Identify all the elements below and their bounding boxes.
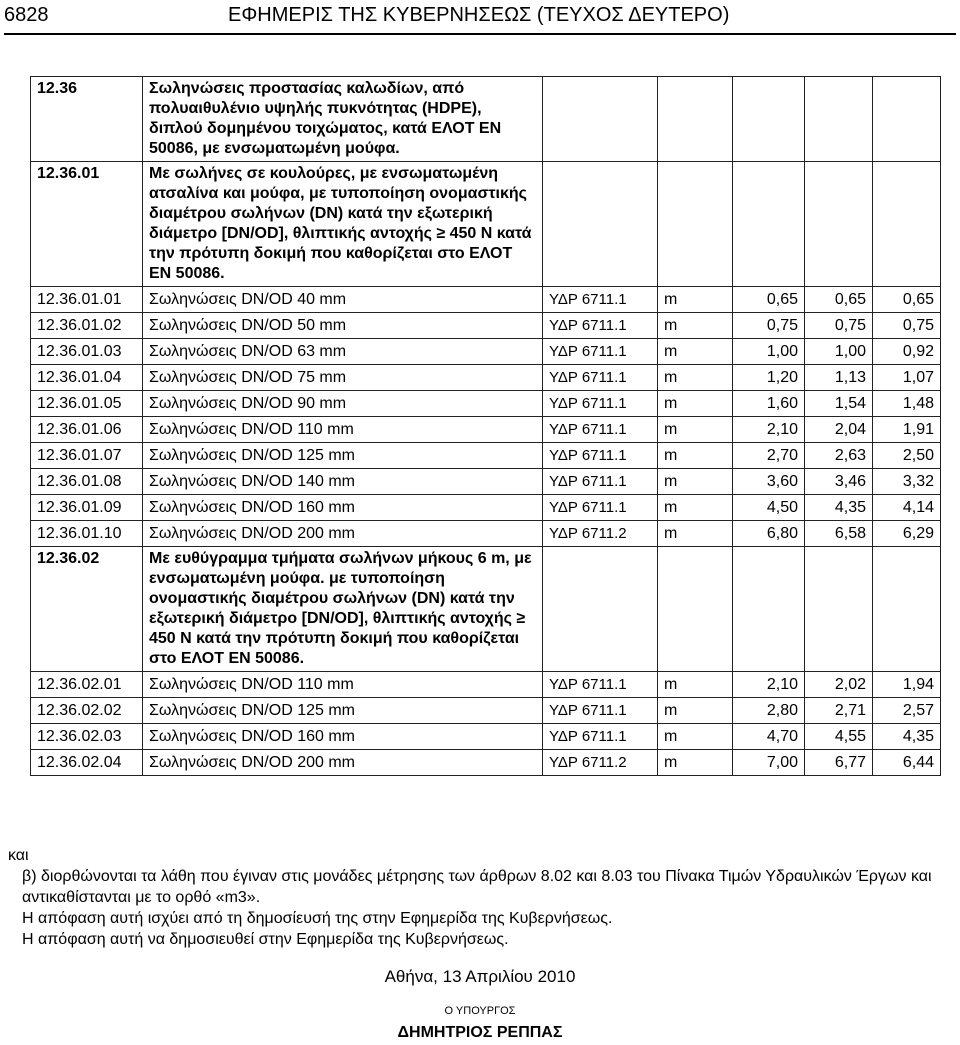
- item-price-2: 0,75: [805, 313, 873, 339]
- table-row: [31, 417, 941, 443]
- item-price-3: 6,29: [873, 521, 941, 547]
- table-row: [31, 313, 941, 339]
- item-unit: m: [658, 417, 733, 443]
- item-description: Σωληνώσεις DN/OD 110 mm: [143, 672, 543, 698]
- item-unit: m: [658, 365, 733, 391]
- minister-name: ΔΗΜΗΤΡΙΟΣ ΡΕΠΠΑΣ: [397, 1024, 563, 1041]
- item-unit: m: [658, 443, 733, 469]
- item-unit: m: [658, 339, 733, 365]
- table-row: [31, 339, 941, 365]
- item-price-1: 1,00: [733, 339, 805, 365]
- group-code: 12.36.02: [31, 547, 143, 672]
- item-price-1: 0,75: [733, 313, 805, 339]
- header-rule: [4, 33, 956, 35]
- item-price-3: 3,32: [873, 469, 941, 495]
- item-code: 12.36.02.02: [31, 698, 143, 724]
- empty-cell: [805, 162, 873, 287]
- item-price-2: 4,35: [805, 495, 873, 521]
- item-description: Σωληνώσεις DN/OD 40 mm: [143, 287, 543, 313]
- page-number: 6828: [4, 4, 49, 26]
- item-reference: ΥΔΡ 6711.2: [543, 750, 658, 776]
- empty-cell: [873, 547, 941, 672]
- item-price-1: 4,70: [733, 724, 805, 750]
- empty-cell: [543, 162, 658, 287]
- item-price-3: 0,65: [873, 287, 941, 313]
- empty-cell: [658, 547, 733, 672]
- group-row: [31, 547, 941, 672]
- item-reference: ΥΔΡ 6711.2: [543, 521, 658, 547]
- item-price-1: 6,80: [733, 521, 805, 547]
- item-price-3: 2,50: [873, 443, 941, 469]
- conjunction-line: και: [8, 847, 29, 864]
- table-row: [31, 287, 941, 313]
- item-reference: ΥΔΡ 6711.1: [543, 313, 658, 339]
- empty-cell: [543, 77, 658, 162]
- item-code: 12.36.01.06: [31, 417, 143, 443]
- table-row: [31, 672, 941, 698]
- item-price-3: 6,44: [873, 750, 941, 776]
- empty-cell: [805, 547, 873, 672]
- group-row: [31, 162, 941, 287]
- item-unit: m: [658, 672, 733, 698]
- empty-cell: [543, 547, 658, 672]
- table-row: [31, 724, 941, 750]
- item-code: 12.36.01.10: [31, 521, 143, 547]
- item-price-2: 0,65: [805, 287, 873, 313]
- item-code: 12.36.01.07: [31, 443, 143, 469]
- item-description: Σωληνώσεις DN/OD 125 mm: [143, 698, 543, 724]
- item-reference: ΥΔΡ 6711.1: [543, 672, 658, 698]
- item-unit: m: [658, 313, 733, 339]
- correction-paragraph: β) διορθώνονται τα λάθη που έγιναν στις μονάδες μέτρησης των άρθρων 8.02 και 8.03 του Πίνακα Τιμών Υδραυλικών Έργων και αντικαθίστανται με το ορθό «m3».: [22, 868, 932, 906]
- item-code: 12.36.02.04: [31, 750, 143, 776]
- item-reference: ΥΔΡ 6711.1: [543, 698, 658, 724]
- group-row: [31, 77, 941, 162]
- group-description: Σωληνώσεις προστασίας καλωδίων, από πολυαιθυλένιο υψηλής πυκνότητας (HDPE), διπλού δομημένου τοιχώματος, κατά ΕΛΟΤ EN 50086, με ενσωματωμένη μούφα.: [143, 77, 543, 162]
- item-description: Σωληνώσεις DN/OD 160 mm: [143, 724, 543, 750]
- item-price-3: 4,35: [873, 724, 941, 750]
- item-price-3: 0,75: [873, 313, 941, 339]
- item-price-2: 2,02: [805, 672, 873, 698]
- empty-cell: [733, 547, 805, 672]
- item-unit: m: [658, 495, 733, 521]
- item-price-3: 1,48: [873, 391, 941, 417]
- table-row: [31, 750, 941, 776]
- empty-cell: [873, 77, 941, 162]
- item-reference: ΥΔΡ 6711.1: [543, 724, 658, 750]
- price-table-container: [30, 76, 940, 806]
- item-price-2: 3,46: [805, 469, 873, 495]
- item-code: 12.36.01.03: [31, 339, 143, 365]
- table-row: [31, 495, 941, 521]
- item-description: Σωληνώσεις DN/OD 125 mm: [143, 443, 543, 469]
- group-code: 12.36.01: [31, 162, 143, 287]
- group-description: Με ευθύγραμμα τμήματα σωλήνων μήκους 6 m, με ενσωματωμένη μούφα. με τυποποίηση ονομαστικής διαμέτρου σωλήνων (DN) κατά την εξωτερική διάμετρο [DN/OD], θλιπτικής αντοχής ≥ 450 N κατά την πρότυπη δοκιμή που καθορίζεται στο ΕΛΟΤ ΕΝ 50086.: [143, 547, 543, 672]
- item-unit: m: [658, 469, 733, 495]
- table-row: [31, 521, 941, 547]
- place-date: Αθήνα, 13 Απριλίου 2010: [384, 967, 576, 986]
- item-price-2: 6,58: [805, 521, 873, 547]
- item-unit: m: [658, 391, 733, 417]
- item-reference: ΥΔΡ 6711.1: [543, 443, 658, 469]
- item-price-1: 3,60: [733, 469, 805, 495]
- item-description: Σωληνώσεις DN/OD 110 mm: [143, 417, 543, 443]
- group-code: 12.36: [31, 77, 143, 162]
- item-price-2: 2,63: [805, 443, 873, 469]
- item-code: 12.36.01.05: [31, 391, 143, 417]
- item-price-3: 1,91: [873, 417, 941, 443]
- item-price-3: 0,92: [873, 339, 941, 365]
- table-row: [31, 698, 941, 724]
- group-description: Με σωλήνες σε κουλούρες, με ενσωματωμένη ατσαλίνα και μούφα, με τυποποίηση ονομαστικής διαμέτρου σωλήνων (DN) κατά την εξωτερική διάμετρο [DN/OD], θλιπτικής αντοχής ≥ 450 N κατά την πρότυπη δοκιμή που καθορίζεται στο ΕΛΟΤ ΕΝ 50086.: [143, 162, 543, 287]
- item-description: Σωληνώσεις DN/OD 200 mm: [143, 521, 543, 547]
- item-price-2: 2,71: [805, 698, 873, 724]
- validity-paragraph: Η απόφαση αυτή ισχύει από τη δημοσίευσή της στην Εφημερίδα της Κυβερνήσεως.: [22, 910, 613, 927]
- item-reference: ΥΔΡ 6711.1: [543, 495, 658, 521]
- item-code: 12.36.02.01: [31, 672, 143, 698]
- item-reference: ΥΔΡ 6711.1: [543, 365, 658, 391]
- item-price-2: 2,04: [805, 417, 873, 443]
- item-description: Σωληνώσεις DN/OD 63 mm: [143, 339, 543, 365]
- minister-title: Ο ΥΠΟΥΡΓΟΣ: [444, 1005, 516, 1017]
- item-price-1: 0,65: [733, 287, 805, 313]
- empty-cell: [658, 77, 733, 162]
- item-unit: m: [658, 698, 733, 724]
- item-reference: ΥΔΡ 6711.1: [543, 287, 658, 313]
- empty-cell: [873, 162, 941, 287]
- table-row: [31, 365, 941, 391]
- table-row: [31, 391, 941, 417]
- table-row: [31, 443, 941, 469]
- item-code: 12.36.02.03: [31, 724, 143, 750]
- item-price-3: 1,94: [873, 672, 941, 698]
- item-price-3: 1,07: [873, 365, 941, 391]
- item-description: Σωληνώσεις DN/OD 50 mm: [143, 313, 543, 339]
- item-price-3: 2,57: [873, 698, 941, 724]
- item-price-3: 4,14: [873, 495, 941, 521]
- page-header: [0, 0, 960, 30]
- item-unit: m: [658, 521, 733, 547]
- item-description: Σωληνώσεις DN/OD 160 mm: [143, 495, 543, 521]
- item-price-2: 6,77: [805, 750, 873, 776]
- item-reference: ΥΔΡ 6711.1: [543, 417, 658, 443]
- item-price-1: 1,20: [733, 365, 805, 391]
- item-price-1: 1,60: [733, 391, 805, 417]
- item-description: Σωληνώσεις DN/OD 140 mm: [143, 469, 543, 495]
- price-table: [30, 76, 941, 776]
- table-row: [31, 469, 941, 495]
- item-price-1: 2,10: [733, 672, 805, 698]
- item-reference: ΥΔΡ 6711.1: [543, 339, 658, 365]
- publication-paragraph: Η απόφαση αυτή να δημοσιευθεί στην Εφημερίδα της Κυβερνήσεως.: [22, 931, 509, 948]
- item-description: Σωληνώσεις DN/OD 75 mm: [143, 365, 543, 391]
- item-code: 12.36.01.09: [31, 495, 143, 521]
- item-code: 12.36.01.01: [31, 287, 143, 313]
- item-reference: ΥΔΡ 6711.1: [543, 391, 658, 417]
- item-unit: m: [658, 750, 733, 776]
- item-price-2: 1,54: [805, 391, 873, 417]
- item-description: Σωληνώσεις DN/OD 90 mm: [143, 391, 543, 417]
- item-code: 12.36.01.02: [31, 313, 143, 339]
- item-code: 12.36.01.08: [31, 469, 143, 495]
- decision-text: [8, 845, 952, 950]
- item-price-2: 1,00: [805, 339, 873, 365]
- empty-cell: [733, 77, 805, 162]
- item-price-1: 4,50: [733, 495, 805, 521]
- item-code: 12.36.01.04: [31, 365, 143, 391]
- empty-cell: [805, 77, 873, 162]
- empty-cell: [733, 162, 805, 287]
- item-price-1: 7,00: [733, 750, 805, 776]
- item-description: Σωληνώσεις DN/OD 200 mm: [143, 750, 543, 776]
- empty-cell: [658, 162, 733, 287]
- item-price-1: 2,80: [733, 698, 805, 724]
- item-reference: ΥΔΡ 6711.1: [543, 469, 658, 495]
- gazette-title: ΕΦΗΜΕΡΙΣ ΤΗΣ ΚΥΒΕΡΝΗΣΕΩΣ (ΤΕΥΧΟΣ ΔΕΥΤΕΡΟ): [228, 4, 730, 26]
- item-unit: m: [658, 724, 733, 750]
- item-price-1: 2,70: [733, 443, 805, 469]
- item-unit: m: [658, 287, 733, 313]
- item-price-2: 4,55: [805, 724, 873, 750]
- item-price-2: 1,13: [805, 365, 873, 391]
- item-price-1: 2,10: [733, 417, 805, 443]
